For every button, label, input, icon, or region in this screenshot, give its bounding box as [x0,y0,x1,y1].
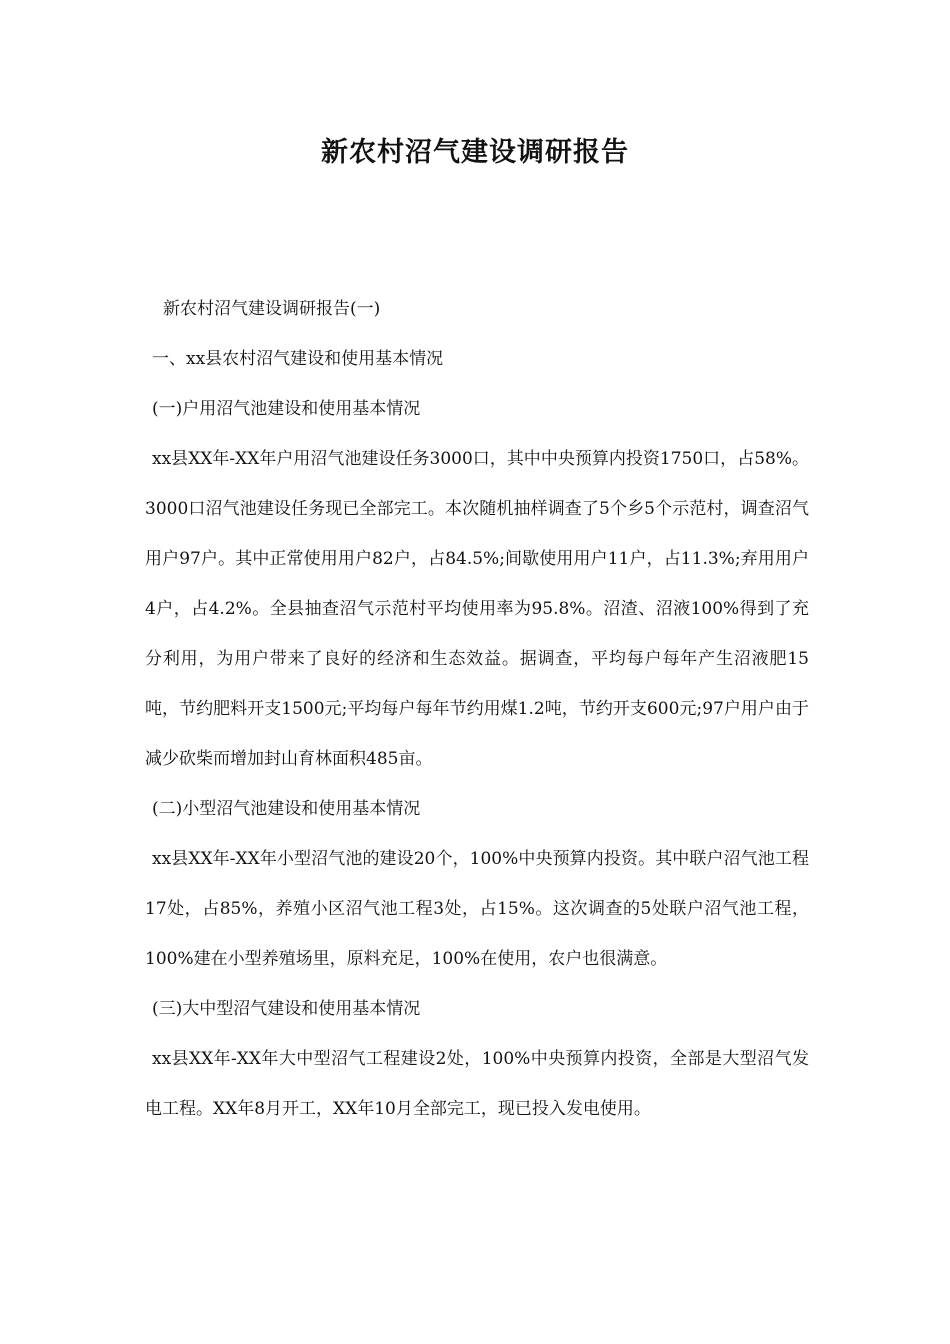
subsection-3-paragraph: xx县XX年-XX年大中型沼气工程建设2处，100%中央预算内投资，全部是大型沼气发电工程。XX年8月开工，XX年10月全部完工，现已投入发电使用。 [145,1049,809,1119]
subsection-2-paragraph: xx县XX年-XX年小型沼气池的建设20个，100%中央预算内投资。其中联户沼气池工程17处，占85%，养殖小区沼气池工程3处，占15%。这次调查的5处联户沼气池工程，100%建在小型养殖场里，原料充足，100%在使用，农户也很满意。 [145,849,809,969]
document-body [145,284,809,1134]
subsection-1-heading: (一)户用沼气池建设和使用基本情况 [152,399,421,419]
document-title: 新农村沼气建设调研报告 [321,137,629,168]
subsection-1-paragraph: xx县XX年-XX年户用沼气池建设任务3000口，其中中央预算内投资1750口，占58%。3000口沼气池建设任务现已全部完工。本次随机抽样调查了5个乡5个示范村，调查沼气用户97户。其中正常使用用户82户，占84.5%;间歇使用用户11户，占11.3%;弃用用户4户，占4.2%。全县抽查沼气示范村平均使用率为95.8%。沼渣、沼液100%得到了充分利用，为用户带来了良好的经济和生态效益。据调查，平均每户每年产生沼液肥15吨，节约肥料开支1500元;平均每户每年节约用煤1.2吨，节约开支600元;97户用户由于减少砍柴而增加封山育林面积485亩。 [145,449,809,769]
report-subtitle: 新农村沼气建设调研报告(一) [163,299,381,319]
subsection-3-heading: (三)大中型沼气建设和使用基本情况 [152,999,421,1019]
subsection-2-heading: (二)小型沼气池建设和使用基本情况 [152,799,421,819]
section-1-heading: 一、xx县农村沼气建设和使用基本情况 [152,349,444,369]
